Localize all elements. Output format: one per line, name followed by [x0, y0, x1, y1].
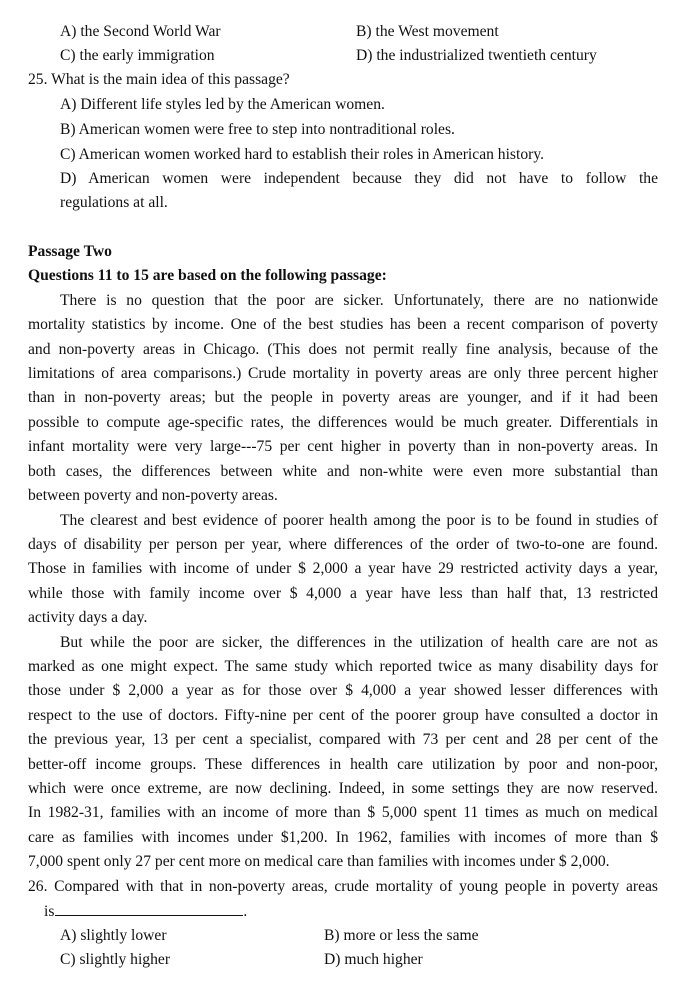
q25-stem: 25. What is the main idea of this passage?	[28, 71, 290, 88]
passage-line: The clearest and best evidence of poorer health among the poor is to be found in studies of	[60, 512, 658, 529]
passage-line: But while the poor are sicker, the differences in the utilization of health care are not as	[60, 634, 658, 651]
passage-instructions: Questions 11 to 15 are based on the following passage:	[28, 267, 387, 284]
q26-option-b: B) more or less the same	[324, 927, 479, 944]
q25-option-d: D) American women were independent because they did not have to follow the	[60, 170, 658, 187]
q24-option-d: D) the industrialized twentieth century	[356, 47, 597, 64]
passage-line: mortality statistics by income. One of the best studies has been a recent comparison of poverty	[28, 316, 658, 333]
passage-heading: Passage Two	[28, 243, 112, 260]
q25-option-d-cont: regulations at all.	[60, 194, 168, 211]
passage-line: In 1982-31, families with an income of more than $ 5,000 spent 11 times as much on medical	[28, 804, 658, 821]
passage-line: while those with family income over $ 4,000 a year have less than half that, 13 restricted	[28, 585, 658, 602]
passage-line: infant mortality were very large---75 per cent higher in poverty than in non-poverty areas. In	[28, 438, 658, 455]
passage-line: There is no question that the poor are sicker. Unfortunately, there are no nationwide	[60, 292, 658, 309]
passage-line: limitations of area comparisons.) Crude mortality in poverty areas are only three percent higher	[28, 365, 658, 382]
q24-option-a: A) the Second World War	[60, 23, 221, 40]
passage-line: marked as one might expect. The same study which reported twice as many disability days for	[28, 658, 658, 675]
q26-option-a: A) slightly lower	[60, 927, 167, 944]
passage-line: between poverty and non-poverty areas.	[28, 487, 278, 504]
q26-stem-cont: is .	[44, 903, 248, 920]
passage-line: and non-poverty areas in Chicago. (This does not permit really fine analysis, because of the	[28, 341, 658, 358]
q26-option-d: D) much higher	[324, 951, 423, 968]
q25-option-b: B) American women were free to step into nontraditional roles.	[60, 121, 455, 138]
answer-blank	[55, 901, 243, 916]
passage-line: days of disability per person per year, where differences of the order of two-to-one are found.	[28, 536, 658, 553]
q26-option-c: C) slightly higher	[60, 951, 171, 968]
passage-line: which were once extreme, are now declining. Indeed, in some settings they are now reserved.	[28, 780, 658, 797]
passage-line: those under $ 2,000 a year as for those over $ 4,000 a year showed lesser differences with	[28, 682, 658, 699]
passage-line: better-off income groups. These differences in health care utilization by poor and non-poor,	[28, 756, 658, 773]
q25-option-c: C) American women worked hard to establish their roles in American history.	[60, 146, 545, 163]
q26-stem: 26. Compared with that in non-poverty areas, crude mortality of young people in poverty areas	[28, 878, 658, 895]
passage-line: than in non-poverty areas; but the people in poverty areas are younger, and if it had been	[28, 389, 658, 406]
passage-line: respect to the use of doctors. Fifty-nine per cent of the poorer group have consulted a doctor in	[28, 707, 658, 724]
passage-line: the previous year, 13 per cent a specialist, compared with 73 per cent and 28 per cent of the	[28, 731, 658, 748]
q24-option-c: C) the early immigration	[60, 47, 215, 64]
passage-line: both cases, the differences between white and non-white were even more substantial than	[28, 463, 658, 480]
q24-option-b: B) the West movement	[356, 23, 499, 40]
passage-line: Those in families with income of under $ 2,000 a year have 29 restricted activity days a year,	[28, 560, 658, 577]
passage-line: activity days a day.	[28, 609, 148, 626]
q25-option-a: A) Different life styles led by the American women.	[60, 96, 385, 113]
passage-line: 7,000 spent only 27 per cent more on medical care than families with incomes under $ 2,000.	[28, 853, 610, 870]
passage-line: care as families with incomes under $1,200. In 1962, families with incomes of more than $	[28, 829, 658, 846]
passage-line: possible to compute age-specific rates, the differences would be much greater. Differentials in	[28, 414, 658, 431]
